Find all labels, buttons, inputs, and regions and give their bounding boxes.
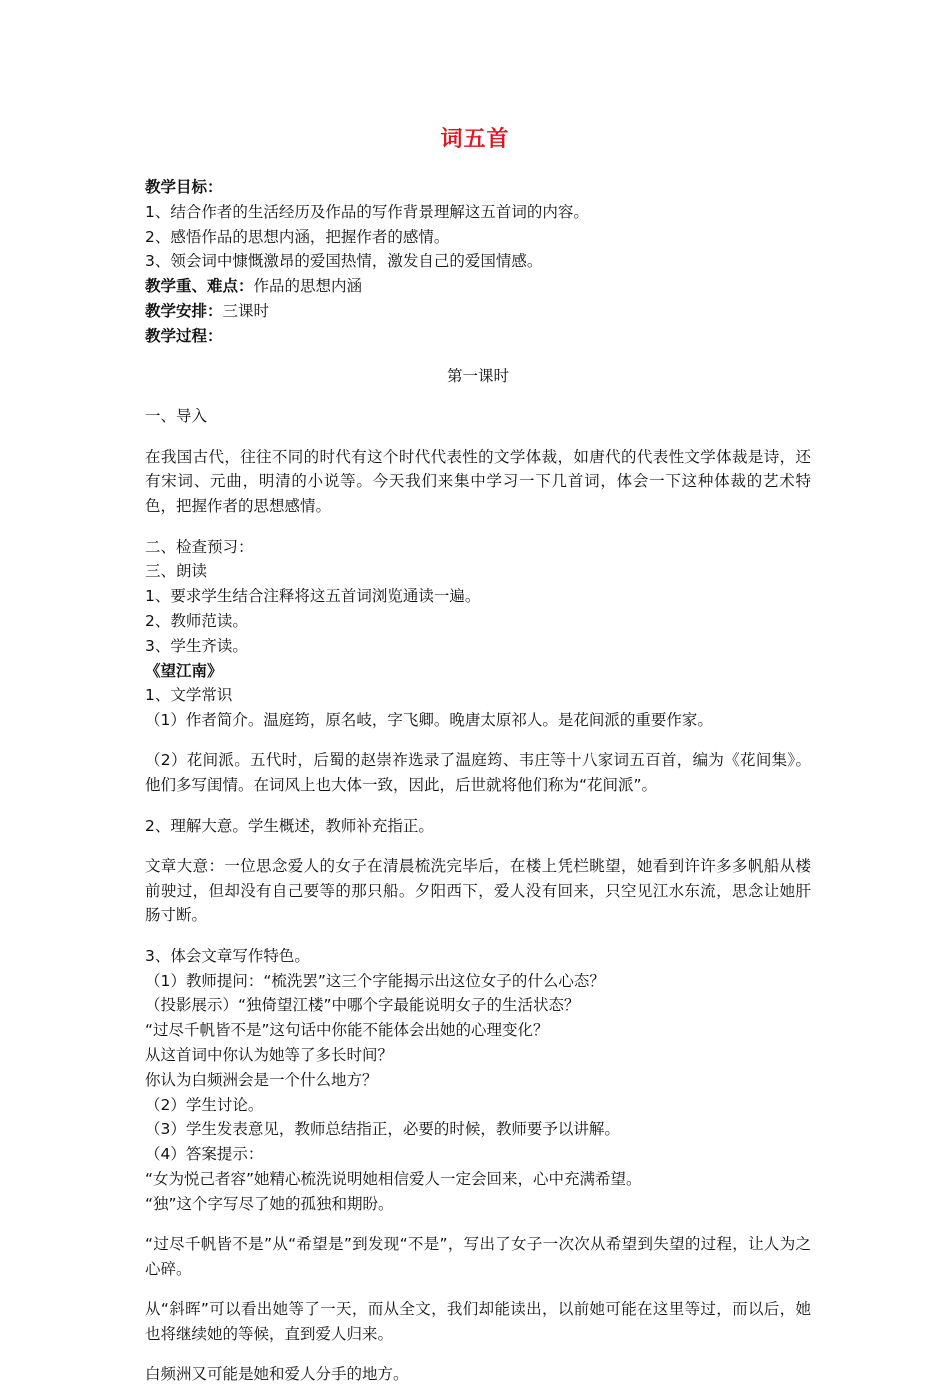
question-item: “过尽千帆皆不是”这句话中你能不能体会出她的心理变化？ (145, 1021, 549, 1040)
preview-heading: 二、检查预习： (145, 537, 254, 556)
reading-heading: 三、朗读 (145, 562, 208, 581)
question-item: （投影展示）“独倚望江楼”中哪个字最能说明女子的生活状态？ (145, 996, 580, 1015)
goals-heading: 教学目标： (145, 178, 223, 196)
meaning-paragraph: 文章大意：一位思念爱人的女子在清晨梳洗完毕后，在楼上凭栏眺望，她看到许许多多帆船从楼前驶过，但却没有自己要等的那只船。夕阳西下，爱人没有回来，只空见江水东流，思念让她肝肠寸断。 (145, 856, 811, 925)
schedule-label: 教学安排： (145, 301, 223, 320)
hint-item: 从“斜晖”可以看出她等了一天，而从全文，我们却能读出，以前她可能在这里等过，而以后，她也将继续她的等候，直到爱人归来。 (145, 1300, 811, 1343)
document-title: 词五首 (440, 127, 510, 152)
present-step: （3）学生发表意见，教师总结指正，必要的时候，教师要予以讲解。 (145, 1120, 620, 1139)
question-item: 从这首词中你认为她等了多长时间？ (145, 1045, 394, 1064)
document-body (145, 175, 811, 1387)
intro-paragraph: 在我国古代，往往不同的时代有这个时代代表性的文学体裁，如唐代的代表性文学体裁是诗，还有宋词、元曲，明清的小说等。今天我们来集中学习一下几首词，体会一下这种体裁的艺术特色，把握作者的思想感情。 (145, 447, 811, 516)
poem-title: 《望江南》 (145, 661, 223, 680)
schedule-value: 三课时 (222, 301, 270, 320)
question-item: （1）教师提问：“梳洗罢”这三个字能揭示出这位女子的什么心态？ (145, 971, 605, 990)
discuss-step: （2）学生讨论。 (145, 1095, 264, 1114)
goal-item: 2、感悟作品的思想内涵，把握作者的感情。 (145, 227, 450, 246)
lit-author: （1）作者简介。温庭筠，原名岐，字飞卿。晚唐太原祁人。是花间派的重要作家。 (145, 711, 713, 730)
lit-school: （2）花间派。五代时，后蜀的赵崇祚选录了温庭筠、韦庄等十八家词五百首，编为《花间集》。他们多写闺情。在词风上也大体一致，因此，后世就将他们称为“花间派”。 (145, 751, 811, 795)
question-item: 你认为白频洲会是一个什么地方？ (145, 1070, 378, 1089)
reading-step: 3、学生齐读。 (145, 636, 248, 655)
hint-item: 白频洲又可能是她和爱人分手的地方。 (145, 1365, 409, 1384)
key-points-value: 作品的思想内涵 (253, 277, 363, 296)
key-points-row (145, 274, 811, 299)
key-points-label: 教学重、难点： (145, 277, 254, 296)
intro-heading: 一、导入 (145, 407, 208, 426)
features-heading: 3、体会文章写作特色。 (145, 946, 310, 965)
hint-item: “独”这个字写尽了她的孤独和期盼。 (145, 1194, 394, 1213)
hint-item: “过尽千帆皆不是”从“希望是”到发现“不是”，写出了女子一次次从希望到失望的过程，让人为之心碎。 (145, 1234, 811, 1278)
reading-step: 2、教师范读。 (145, 611, 248, 630)
reading-step: 1、要求学生结合注释将这五首词浏览通读一遍。 (145, 587, 481, 606)
lit-heading: 1、文学常识 (145, 686, 233, 705)
hint-item: “女为悦己者容”她精心梳洗说明她相信爱人一定会回来，心中充满希望。 (145, 1169, 642, 1188)
process-heading: 教学过程： (145, 326, 223, 345)
goal-item: 3、领会词中慷慨激昂的爱国热情，激发自己的爱国情感。 (145, 252, 543, 271)
goal-item: 1、结合作者的生活经历及作品的写作背景理解这五首词的内容。 (145, 202, 589, 221)
hints-heading: （4）答案提示： (145, 1145, 264, 1164)
meaning-heading: 2、理解大意。学生概述，教师补充指正。 (145, 816, 434, 835)
schedule-row (145, 299, 811, 324)
lesson-heading: 第一课时 (446, 367, 509, 386)
